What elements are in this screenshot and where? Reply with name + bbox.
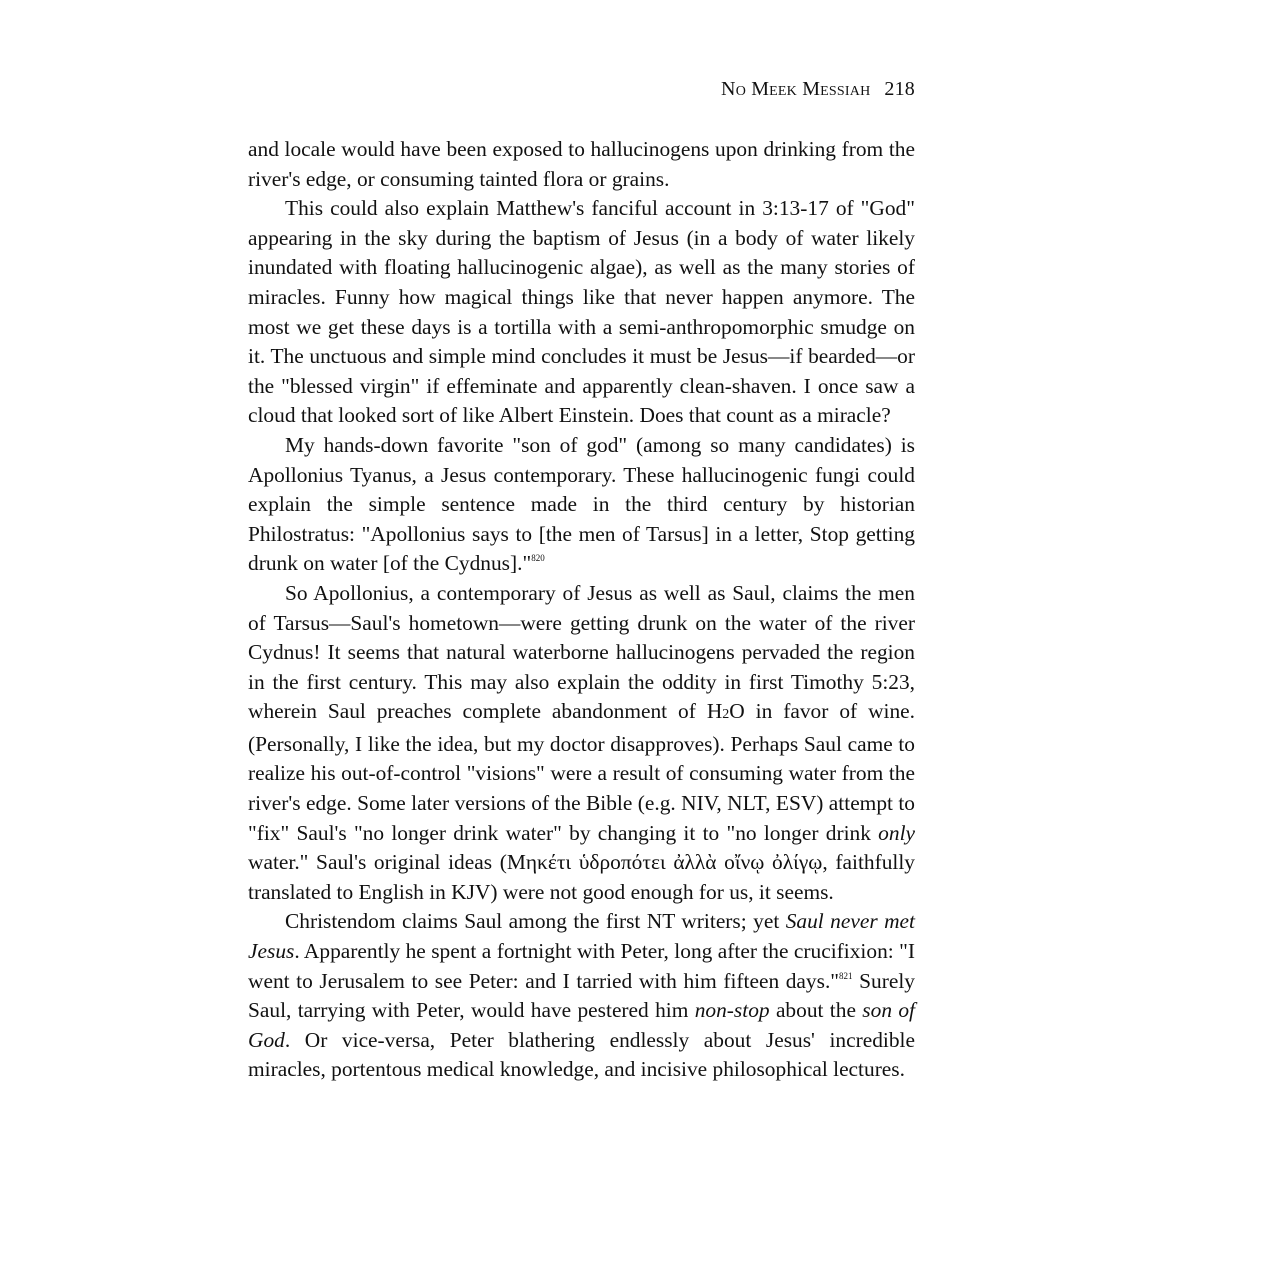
footnote-ref-820[interactable]: 820 [531,553,545,564]
italic-only: only [878,820,915,845]
paragraph-4-text-a: So Apollonius, a contemporary of Jesus as well as Saul, claims the men of Tarsus—Saul's hometown—were getting drunk on the water of the river Cydnus! It seems that natural waterborne hallucinogens pervaded the region in the first century. This may also explain the oddity in first Timothy 5:23, wherein Saul preaches complete abandonment of H [248,580,915,724]
subscript-2: 2 [722,707,730,723]
paragraph-4 [248,579,915,908]
paragraph-3 [248,431,915,579]
paragraph-5-text-c: Surely Saul, tarrying with Peter, would have pestered him [248,968,915,1023]
paragraph-5-text-d: about the [769,998,863,1023]
running-header [721,78,915,101]
paragraph-4-text-c: water." Saul's original ideas (Μηκέτι ὑδροπότει ἀλλὰ οἴνῳ ὀλίγῳ, faithfully translated to English in KJV) were not good enough for us, it seems. [248,850,915,904]
body-text [248,135,915,1085]
paragraph-3-text: My hands-down favorite "son of god" (among so many candidates) is Apollonius Tyanus, a Jesus contemporary. These hallucinogenic fungi could explain the simple sentence made in the third century by historian Philostratus: "Apollonius says to [the men of Tarsus] in a letter, Stop getting drunk on water [of the Cydnus]." [248,432,915,576]
paragraph-5-text-a: Christendom claims Saul among the first NT writers; yet [285,909,786,934]
paragraph-5-text-e: . Or vice-versa, Peter blathering endlessly about Jesus' incredible miracles, portentous medical knowledge, and incisive philosophical lectures. [248,1027,915,1082]
book-title: No Meek Messiah [721,78,871,100]
italic-saul-never-met-jesus: Saul never met Jesus [248,909,915,964]
italic-son-of-god: son of God [248,998,915,1052]
paragraph-4-text-b: O in favor of wine. (Personally, I like the idea, but my doctor disapproves). Perhaps Saul came to realize his out-of-control "visions" were a result of consuming water from the river's edge. Some later versions of the Bible (e.g. NIV, NLT, ESV) attempt to "fix" Saul's "no longer drink water" by changing it to "no longer drink [248,699,915,845]
paragraph-5 [248,907,915,1085]
paragraph-5-text-b: . Apparently he spent a fortnight with Peter, long after the crucifixion: "I went to Jerusalem to see Peter: and I tarried with him fifteen days." [248,939,915,993]
italic-non-stop: non-stop [694,998,770,1023]
footnote-ref-821[interactable]: 821 [839,970,853,981]
paragraph-1: and locale would have been exposed to hallucinogens upon drinking from the river's edge, or consuming tainted flora or grains. [248,137,915,191]
paragraph-2: This could also explain Matthew's fanciful account in 3:13-17 of "God" appearing in the sky during the baptism of Jesus (in a body of water likely inundated with floating hallucinogenic algae), as well as the many stories of miracles. Funny how magical things like that never happen anymore. The most we get these days is a tortilla with a semi-anthropomorphic smudge on it. The unctuous and simple mind concludes it must be Jesus—if bearded—or the "blessed virgin" if effeminate and apparently clean-shaven. I once saw a cloud that looked sort of like Albert Einstein. Does that count as a miracle? [248,196,915,428]
page-number: 218 [884,78,915,100]
